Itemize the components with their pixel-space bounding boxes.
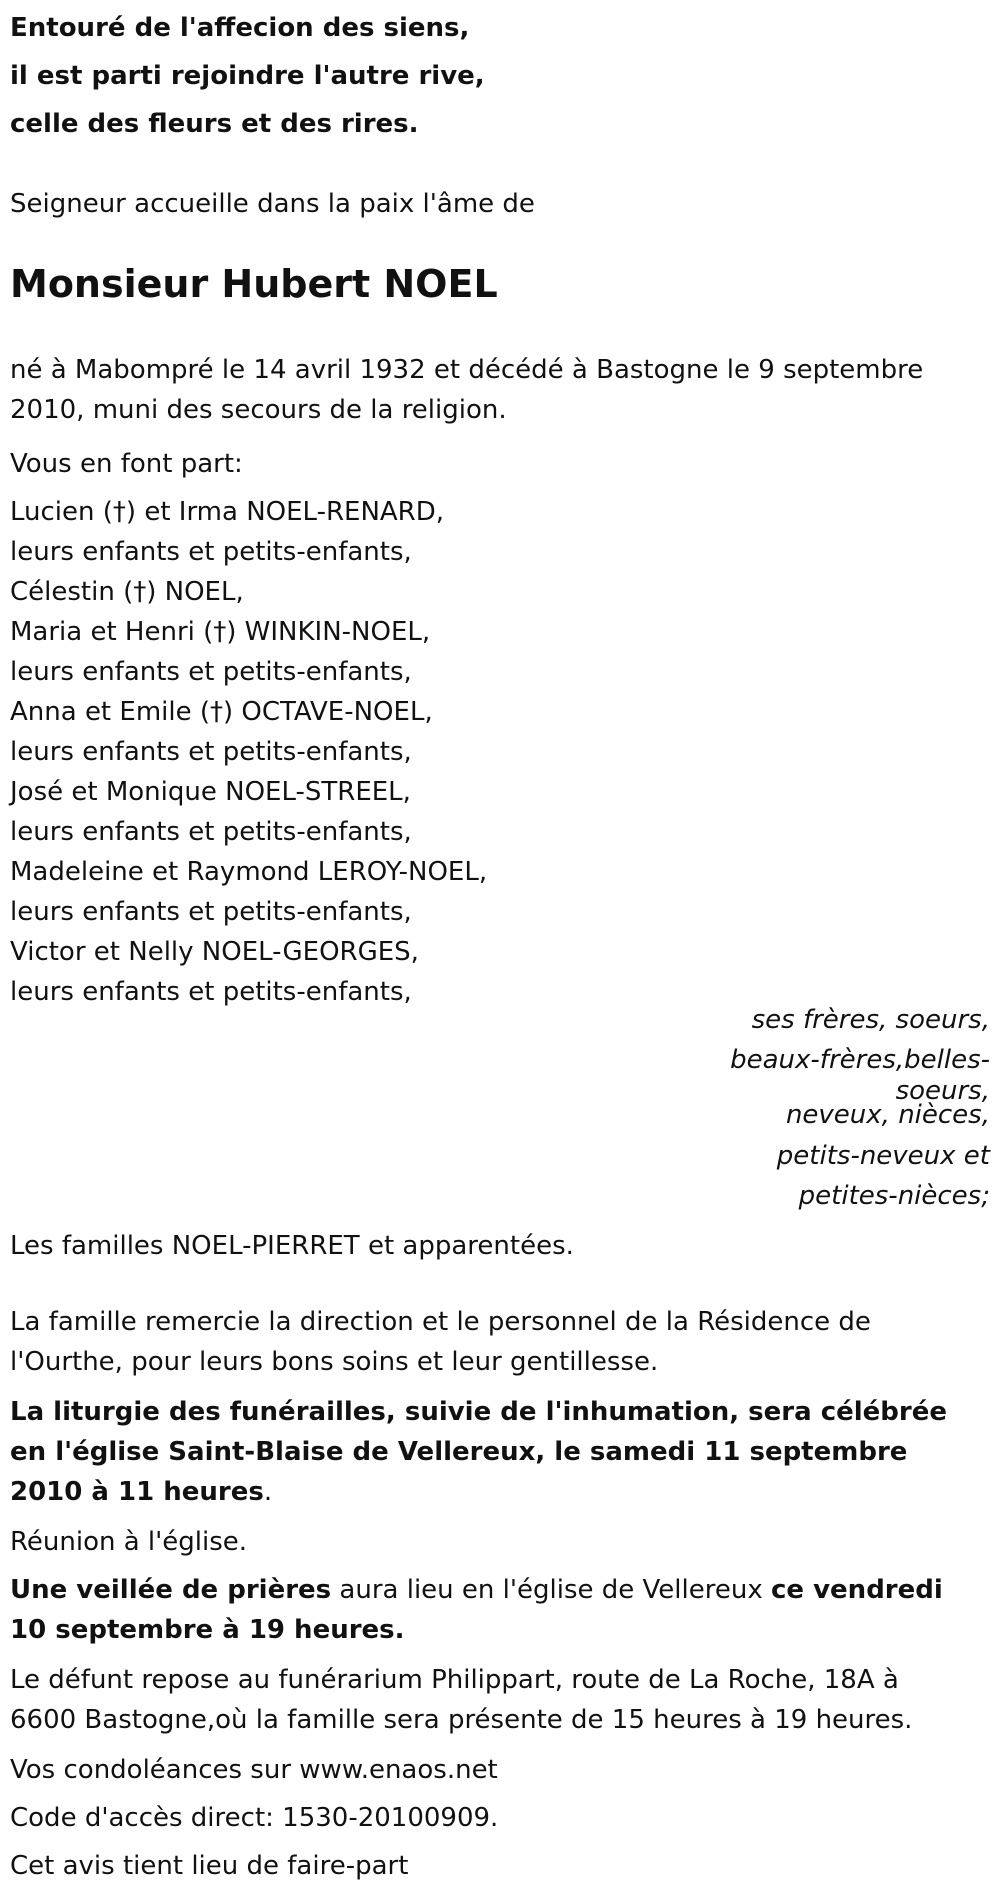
extended-family-line: ses frères, soeurs, bbox=[751, 1005, 990, 1035]
deceased-name: Monsieur Hubert NOEL bbox=[10, 262, 498, 306]
relative-line: leurs enfants et petits-enfants, bbox=[10, 737, 412, 767]
relative-line: leurs enfants et petits-enfants, bbox=[10, 977, 412, 1007]
relative-line: José et Monique NOEL-STREEL, bbox=[10, 777, 411, 807]
relative-line: Victor et Nelly NOEL-GEORGES, bbox=[10, 937, 419, 967]
funerarium-text: Le défunt repose au funérarium Philippart, route de La Roche, 18A à 6600 Bastogne,où la famille sera présente de 15 heures à 19 heures. bbox=[10, 1665, 913, 1735]
thanks-text: La famille remercie la direction et le personnel de la Résidence de l'Ourthe, pour leurs bons soins et leur gentillesse. bbox=[10, 1307, 871, 1377]
epigraph-line: celle des fleurs et des rires. bbox=[10, 109, 419, 139]
relative-line: Lucien (†) et Irma NOEL-RENARD, bbox=[10, 497, 445, 527]
extended-family-line: petites-nièces; bbox=[798, 1181, 990, 1211]
relative-line: Célestin (†) NOEL, bbox=[10, 577, 244, 607]
vigil-bold-date: ce vendredi 10 septembre à 19 heures. bbox=[10, 1575, 943, 1645]
liturgy-text bbox=[10, 1392, 970, 1512]
epigraph-line: il est parti rejoindre l'autre rive, bbox=[10, 61, 485, 91]
extended-family-line: neveux, nièces, bbox=[785, 1100, 990, 1130]
vigil-text bbox=[10, 1570, 970, 1650]
extended-family bbox=[730, 1000, 990, 1216]
extended-family-line: petits-neveux et bbox=[776, 1141, 990, 1171]
announcement-label: Vous en font part: bbox=[10, 449, 243, 479]
reunion-text: Réunion à l'église. bbox=[10, 1527, 248, 1557]
relative-line: Madeleine et Raymond LEROY-NOEL, bbox=[10, 857, 488, 887]
vigil-bold-lead: Une veillée de prières bbox=[10, 1575, 332, 1605]
relatives-list bbox=[10, 492, 487, 1012]
vigil-body: aura lieu en l'église de Vellereux bbox=[331, 1575, 771, 1605]
relative-line: Anna et Emile (†) OCTAVE-NOEL, bbox=[10, 697, 433, 727]
epigraph-line: Entouré de l'affecion des siens, bbox=[10, 13, 470, 43]
families-text: Les familles NOEL-PIERRET et apparentées. bbox=[10, 1231, 574, 1261]
condolences-text: Vos condoléances sur www.enaos.net bbox=[10, 1755, 498, 1785]
relative-line: leurs enfants et petits-enfants, bbox=[10, 657, 412, 687]
liturgy-period: . bbox=[263, 1477, 273, 1507]
extended-family-line: beaux-frères,belles- bbox=[730, 1045, 990, 1075]
relative-line: leurs enfants et petits-enfants, bbox=[10, 817, 412, 847]
relative-line: leurs enfants et petits-enfants, bbox=[10, 897, 412, 927]
access-code-text: Code d'accès direct: 1530-20100909. bbox=[10, 1803, 499, 1833]
epigraph bbox=[10, 4, 485, 148]
notice-text: Cet avis tient lieu de faire-part bbox=[10, 1851, 409, 1881]
birth-death-text: né à Mabompré le 14 avril 1932 et décédé à Bastogne le 9 septembre 2010, muni des secours de la religion. bbox=[10, 355, 924, 425]
relative-line: Maria et Henri (†) WINKIN-NOEL, bbox=[10, 617, 431, 647]
intro-text: Seigneur accueille dans la paix l'âme de bbox=[10, 189, 535, 219]
relative-line: leurs enfants et petits-enfants, bbox=[10, 537, 412, 567]
liturgy-bold: La liturgie des funérailles, suivie de l'inhumation, sera célébrée en l'église Saint-Blaise de Vellereux, le samedi 11 septembre 2010 à 11 heures bbox=[10, 1397, 947, 1507]
extended-family-line: soeurs, bbox=[895, 1076, 990, 1106]
